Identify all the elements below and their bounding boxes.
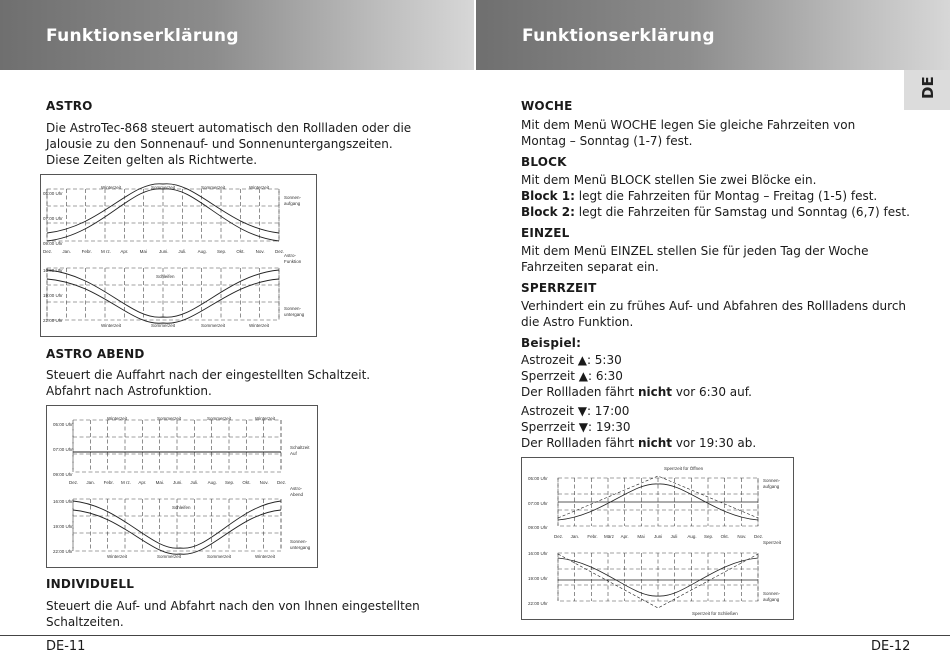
einzel-heading: EINZEL (521, 226, 570, 240)
fig3-time-1900: 19:00 Uhr (528, 576, 548, 581)
fig1-season-0: Winterzeit (101, 185, 122, 190)
fig2-inner-label: Schleifen (172, 505, 191, 510)
beispiel-down: Astrozeit ▼: 17:00 Sperrzeit ▼: 19:30 Der Rollladen fährt nicht vor 19:30 ab. (521, 404, 757, 450)
fig1-time-0700: 07:00 Uhr (43, 216, 63, 221)
fig1-time-1600: 16:00 Uhr (43, 268, 63, 273)
month-tick-label: M rz. (101, 249, 111, 254)
astro-diagram (40, 174, 317, 337)
month-tick-label: Dez. (275, 249, 285, 254)
astro-abend-heading: ASTRO ABEND (46, 347, 145, 361)
month-tick-label: Mai (139, 249, 147, 254)
fig1-side-mid-a: Astro- (284, 253, 297, 258)
fig2-side-mid-a: Astro- (290, 486, 303, 491)
fig3-time-0500: 05:00 Uhr (528, 476, 548, 481)
individuell-text: Steuert die Auf- und Abfahrt nach den von Ihnen eingestellten Schaltzeiten. (46, 599, 420, 629)
fig2-time-0900: 09:00 Uhr (53, 472, 73, 477)
fig1-side-bottom-a: Sonnen- (284, 306, 302, 311)
month-tick-label: Dez. (69, 480, 79, 485)
fig2-time-1900: 19:00 Uhr (53, 524, 73, 529)
fig3-side-top-b: aufgang (763, 484, 780, 489)
left-page-title: Funktionserklärung (46, 26, 239, 46)
month-tick-label: Jan. (86, 480, 95, 485)
month-tick-label: Febr. (103, 480, 114, 485)
month-tick-label: Sep. (704, 534, 714, 539)
fig1-season-b2: Sommerzeit (201, 323, 226, 328)
fig2-side-bottom-b: untergang (290, 545, 311, 550)
fig2-time-2200: 22:00 Uhr (53, 549, 73, 554)
fig2-season-1: Sommerzeit (157, 416, 182, 421)
month-tick-label: M rz. (121, 480, 131, 485)
fig2-season-b3: Winterzeit (255, 554, 276, 559)
fig1-season-2: Sommerzeit (201, 185, 226, 190)
month-tick-label: Mai (637, 534, 645, 539)
fig1-season-1: Sommerzeit (151, 185, 176, 190)
month-tick-label: Febr. (587, 534, 598, 539)
fig1-season-3: Winterzeit (249, 185, 270, 190)
fig1-side-top-a: Sonnen- (284, 195, 302, 200)
fig3-sperr-close: Sperrzeit für Schließen (692, 611, 738, 616)
month-tick-label: Aug. (207, 480, 217, 485)
right-page-title: Funktionserklärung (522, 26, 715, 46)
footer-rule (0, 635, 950, 636)
fig2-season-b0: Winterzeit (107, 554, 128, 559)
right-page-header (476, 0, 950, 70)
fig2-time-0500: 05:00 Uhr (53, 422, 73, 427)
fig1-time-2200: 22:00 Uhr (43, 318, 63, 323)
month-tick-label: Apr. (620, 534, 629, 539)
month-tick-label: Juni. (159, 249, 169, 254)
astro-abend-text: Steuert die Auffahrt nach der eingestellten Schaltzeit. Abfahrt nach Astrofunktion. (46, 368, 371, 398)
fig2-season-b1: Sommerzeit (157, 554, 182, 559)
month-tick-label: Apr. (138, 480, 147, 485)
fig3-time-0900: 09:00 Uhr (528, 525, 548, 530)
individuell-heading: INDIVIDUELL (46, 577, 135, 591)
fig2-season-2: Sommerzeit (207, 416, 232, 421)
language-tab: DE (904, 70, 950, 110)
fig1-time-0500: 05:00 Uhr (43, 191, 63, 196)
block-heading: BLOCK (521, 155, 567, 169)
month-tick-label: Okt. (242, 480, 251, 485)
block-text: Mit dem Menü BLOCK stellen Sie zwei Blöcke ein. Block 1: legt die Fahrzeiten für Montag – Freitag (1-5) fest. Block 2: legt die Fahrzeiten für Samstag und Sonntag (6,7) fest. (521, 173, 910, 219)
fig2-side-bottom-a: Sonnen- (290, 539, 308, 544)
month-tick-label: März (604, 534, 614, 539)
month-tick-label: Nov. (259, 480, 269, 485)
sperrzeit-text: Verhindert ein zu frühes Auf- und Abfahren des Rollladens durch die Astro Funktion. (521, 299, 907, 329)
fig2-side-mid-b: Abend (290, 492, 304, 497)
month-tick-label: Febr. (81, 249, 92, 254)
left-page-number: DE-11 (46, 639, 86, 654)
fig1-season-b3: Winterzeit (249, 323, 270, 328)
month-tick-label: Juni. (173, 480, 183, 485)
month-tick-label: Dez. (554, 534, 564, 539)
month-tick-label: Dez. (277, 480, 287, 485)
fig1-side-mid-b: Funktion (284, 259, 302, 264)
woche-heading: WOCHE (521, 99, 573, 113)
fig1-season-b0: Winterzeit (101, 323, 122, 328)
sperrzeit-diagram (521, 457, 794, 620)
month-tick-label: Dez. (754, 534, 764, 539)
month-tick-label: Mai. (155, 480, 165, 485)
astro-heading: ASTRO (46, 99, 93, 113)
month-tick-label: Juli. (190, 480, 199, 485)
astro-text: Die AstroTec-868 steuert automatisch den Rollladen oder die Jalousie zu den Sonnenauf- und Sonnenuntergangszeiten. Diese Zeiten gelten als Richtwerte. (46, 121, 412, 167)
fig2-season-0: Winterzeit (107, 416, 128, 421)
fig3-time-1600: 16:00 Uhr (528, 551, 548, 556)
fig3-time-0700: 07:00 Uhr (528, 501, 548, 506)
month-tick-label: Sep. (217, 249, 227, 254)
beispiel-heading: Beispiel: (521, 336, 582, 350)
month-tick-label: Juni (654, 534, 663, 539)
fig3-side-mid: Sperrzeit (763, 540, 782, 545)
fig1-season-b1: Sommerzeit (151, 323, 176, 328)
month-tick-label: Sep. (225, 480, 235, 485)
astro-abend-diagram (46, 405, 318, 568)
fig2-side-top-b: Auf (290, 451, 297, 456)
fig3-time-2200: 22:00 Uhr (528, 601, 548, 606)
sperrzeit-heading: SPERRZEIT (521, 281, 597, 295)
month-tick-label: Aug. (687, 534, 697, 539)
month-tick-label: Okt. (236, 249, 245, 254)
fig2-time-1600: 16:00 Uhr (53, 499, 73, 504)
beispiel-up: Astrozeit ▲: 5:30 Sperrzeit ▲: 6:30 Der Rollladen fährt nicht vor 6:30 auf. (521, 353, 752, 399)
fig1-side-bottom-b: untergang (284, 312, 305, 317)
month-tick-label: Nov. (737, 534, 747, 539)
fig2-season-b2: Sommerzeit (207, 554, 232, 559)
fig3-side-bottom-b: aufgang (763, 597, 780, 602)
fig2-side-top-a: Schaltzeit (290, 445, 310, 450)
month-tick-label: Apr. (120, 249, 129, 254)
fig3-side-bottom-a: Sonnen- (763, 591, 781, 596)
month-tick-label: Aug. (197, 249, 207, 254)
month-tick-label: Jan. (62, 249, 71, 254)
fig2-season-3: Winterzeit (255, 416, 276, 421)
fig3-sperr-open: Sperrzeit für Öffnen (664, 466, 704, 471)
month-tick-label: Dez. (43, 249, 53, 254)
fig1-inner-label: Schleifen (156, 274, 175, 279)
right-page-number: DE-12 (871, 639, 911, 654)
fig2-time-0700: 07:00 Uhr (53, 447, 73, 452)
month-tick-label: Juli (670, 534, 678, 539)
woche-text: Mit dem Menü WOCHE legen Sie gleiche Fahrzeiten von Montag – Sonntag (1-7) fest. (521, 118, 856, 148)
fig1-side-top-b: aufgang (284, 201, 301, 206)
einzel-text: Mit dem Menü EINZEL stellen Sie für jeden Tag der Woche Fahrzeiten separat ein. (521, 244, 869, 274)
fig3-side-top-a: Sonnen- (763, 478, 781, 483)
month-tick-label: Okt. (720, 534, 729, 539)
fig1-time-1900: 19:00 Uhr (43, 293, 63, 298)
month-tick-label: Jan. (570, 534, 580, 539)
left-page-header (0, 0, 474, 70)
month-tick-label: Juli. (178, 249, 187, 254)
fig1-time-0900: 09:00 Uhr (43, 241, 63, 246)
month-tick-label: Nov. (255, 249, 265, 254)
